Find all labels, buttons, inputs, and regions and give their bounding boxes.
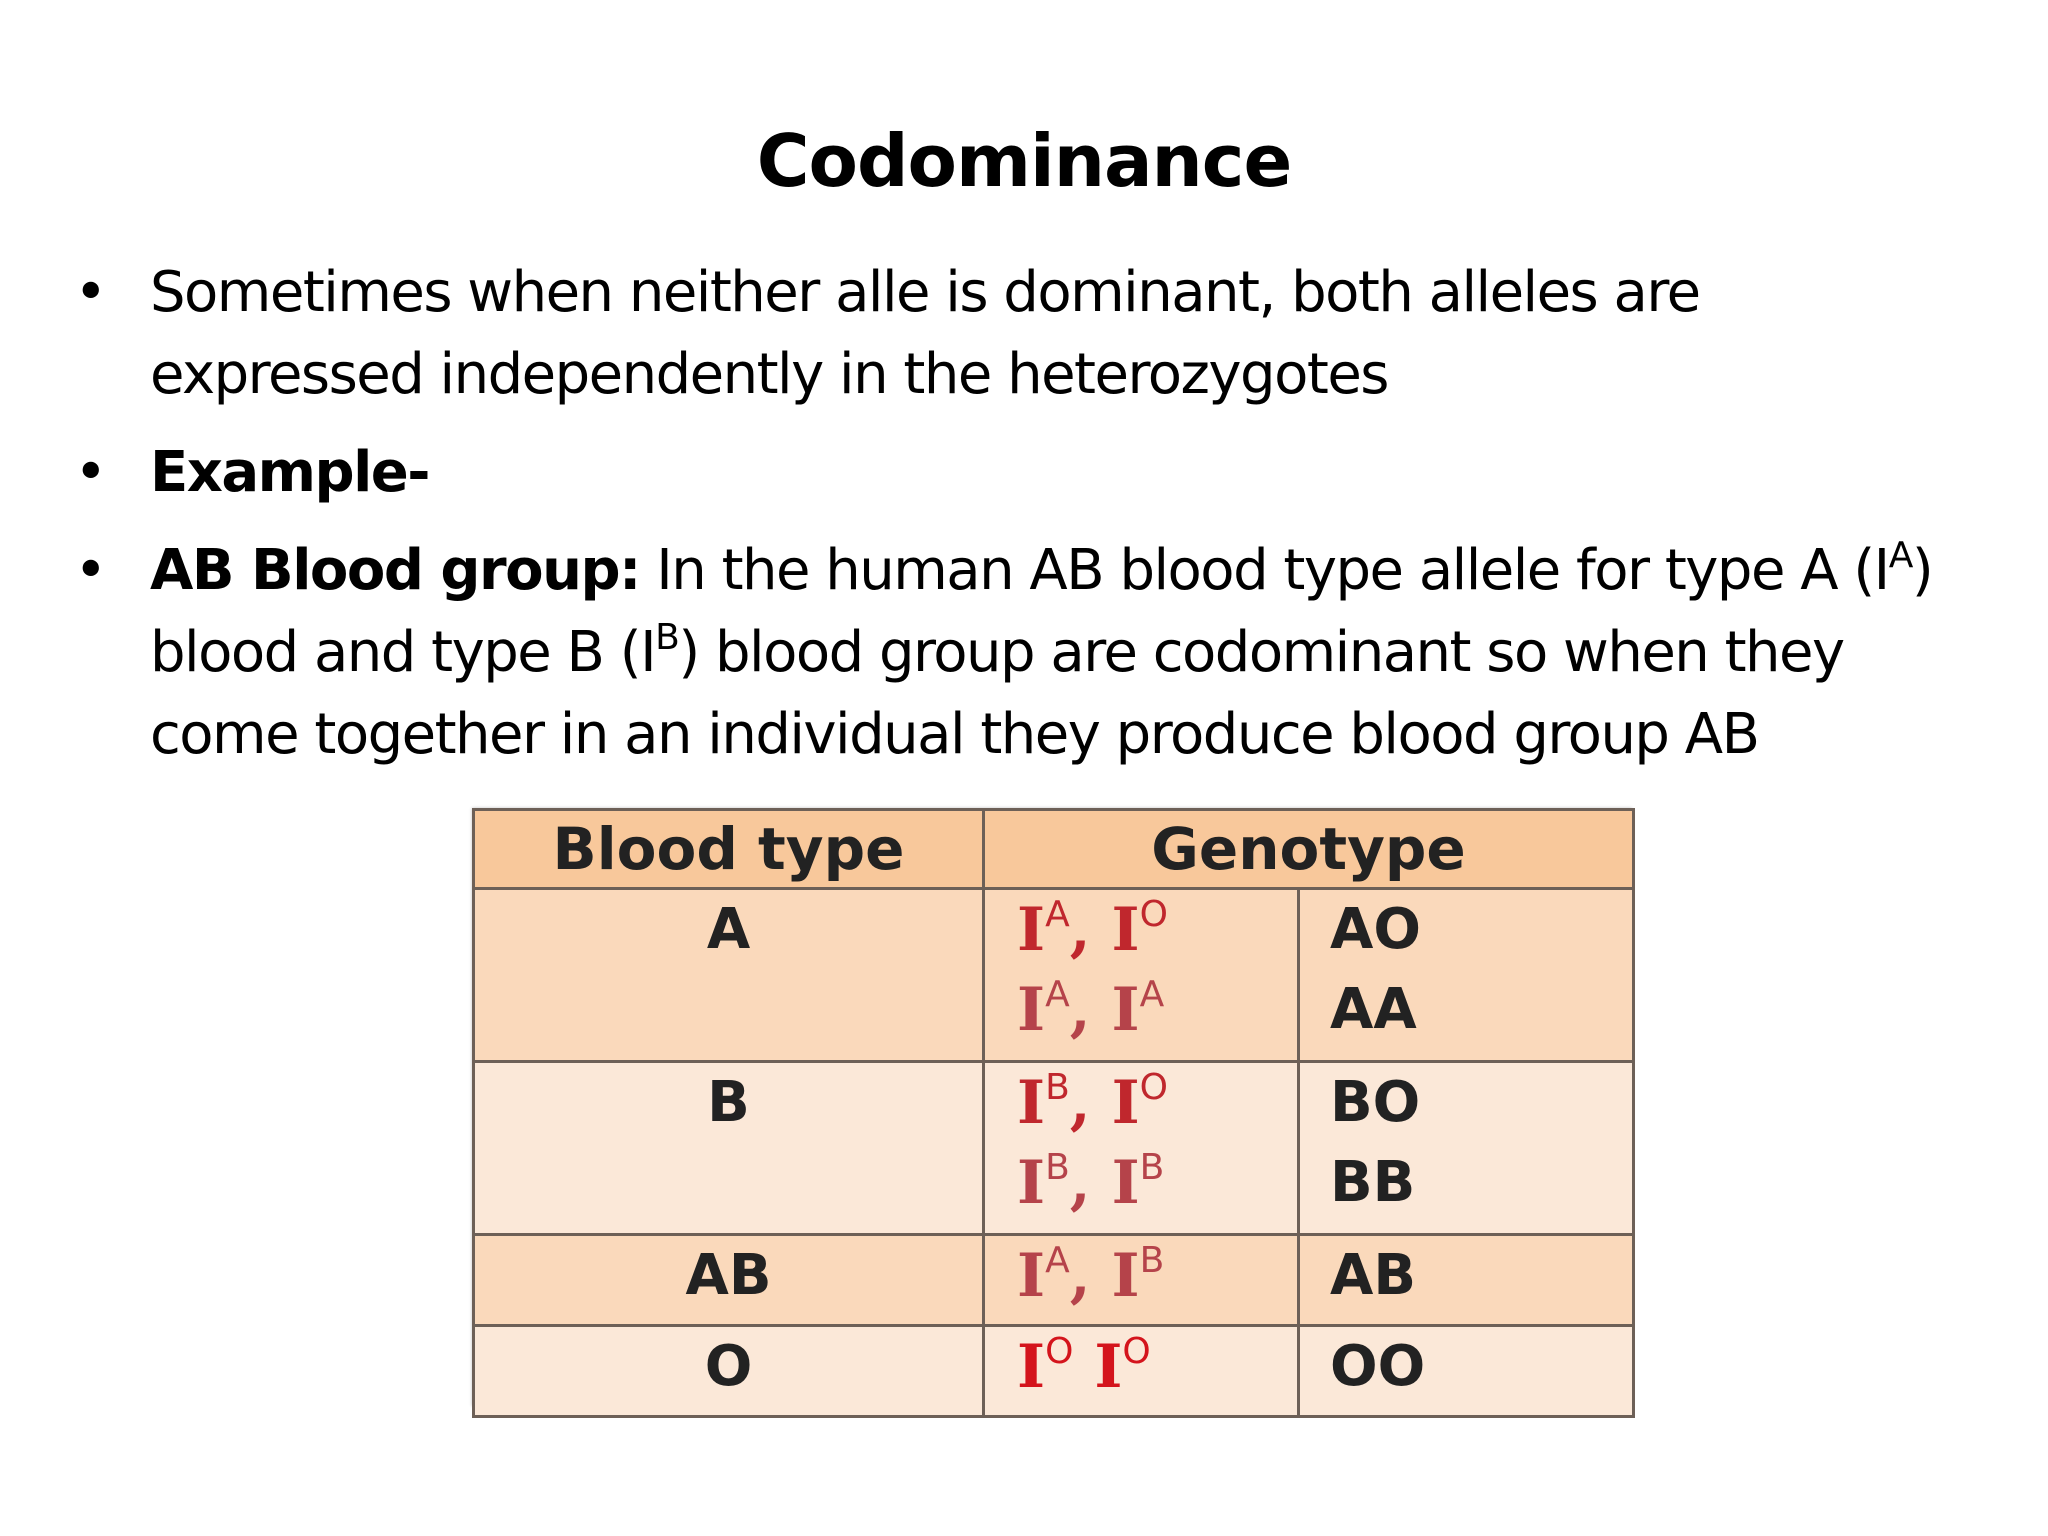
genotype-code: AA (1330, 977, 1417, 1042)
genotype-code: AO (1330, 897, 1421, 962)
slide-title: Codominance (756, 119, 1292, 203)
bullet-text: come together in an individual they produce blood group AB (150, 702, 1759, 767)
allele-pair: $I^A$, $I^A$ (1017, 974, 1165, 1045)
blood-type-table (472, 808, 1635, 1418)
table-row (474, 1235, 1634, 1326)
bullet-text: expressed independently in the heterozygotes (150, 342, 1388, 407)
allele-pair: $I^A$, $I^B$ (1017, 1240, 1165, 1311)
bullet-dot-icon: • (74, 440, 106, 505)
bullet-label: AB Blood group: (150, 538, 640, 603)
bullet-text: blood and type B (I (150, 620, 656, 685)
bullet-text: ) blood group are codominant so when they (678, 620, 1844, 685)
genotype-code: BB (1330, 1150, 1416, 1215)
bullet-item-ab-blood-group (70, 530, 2010, 776)
genotype-alleles-cell (984, 1326, 1299, 1417)
bullet-item-definition (70, 252, 2010, 416)
bullet-list (70, 252, 2010, 792)
genotype-code-cell (1299, 1235, 1634, 1326)
bullet-item-example (70, 432, 2010, 514)
bullet-text: In the human AB blood type allele for type A (I (639, 538, 1889, 603)
table-row (474, 1062, 1634, 1235)
allele-pair: $I^A$, $I^O$ (1017, 894, 1168, 965)
blood-type-cell: B (474, 1062, 984, 1235)
table-row (474, 1326, 1634, 1417)
blood-type-table-image (472, 808, 1632, 1406)
blood-type-cell: AB (474, 1235, 984, 1326)
allele-pair: $I^B$, $I^B$ (1017, 1147, 1165, 1218)
table-header-row (474, 810, 1634, 889)
genotype-alleles-cell (984, 889, 1299, 1062)
allele-pair: $I^O$ $I^O$ (1017, 1331, 1151, 1402)
bullet-dot-icon: • (74, 260, 106, 325)
superscript: A (1888, 535, 1912, 576)
allele-pair: $I^B$, $I^O$ (1017, 1067, 1168, 1138)
blood-type-cell: O (474, 1326, 984, 1417)
genotype-alleles-cell (984, 1062, 1299, 1235)
genotype-code-cell (1299, 1062, 1634, 1235)
genotype-code: AB (1330, 1243, 1417, 1308)
bullet-dot-icon: • (74, 538, 106, 603)
header-genotype: Genotype (984, 810, 1634, 889)
bullet-label: Example- (150, 440, 430, 505)
superscript: B (655, 617, 679, 658)
bullet-text: ) (1911, 538, 1933, 603)
genotype-code: BO (1330, 1070, 1421, 1135)
blood-type-cell: A (474, 889, 984, 1062)
genotype-code: OO (1330, 1334, 1426, 1399)
header-blood-type: Blood type (474, 810, 984, 889)
genotype-code-cell (1299, 1326, 1634, 1417)
genotype-code-cell (1299, 889, 1634, 1062)
genotype-alleles-cell (984, 1235, 1299, 1326)
table-row (474, 889, 1634, 1062)
bullet-text: Sometimes when neither alle is dominant, both alleles are (150, 260, 1700, 325)
